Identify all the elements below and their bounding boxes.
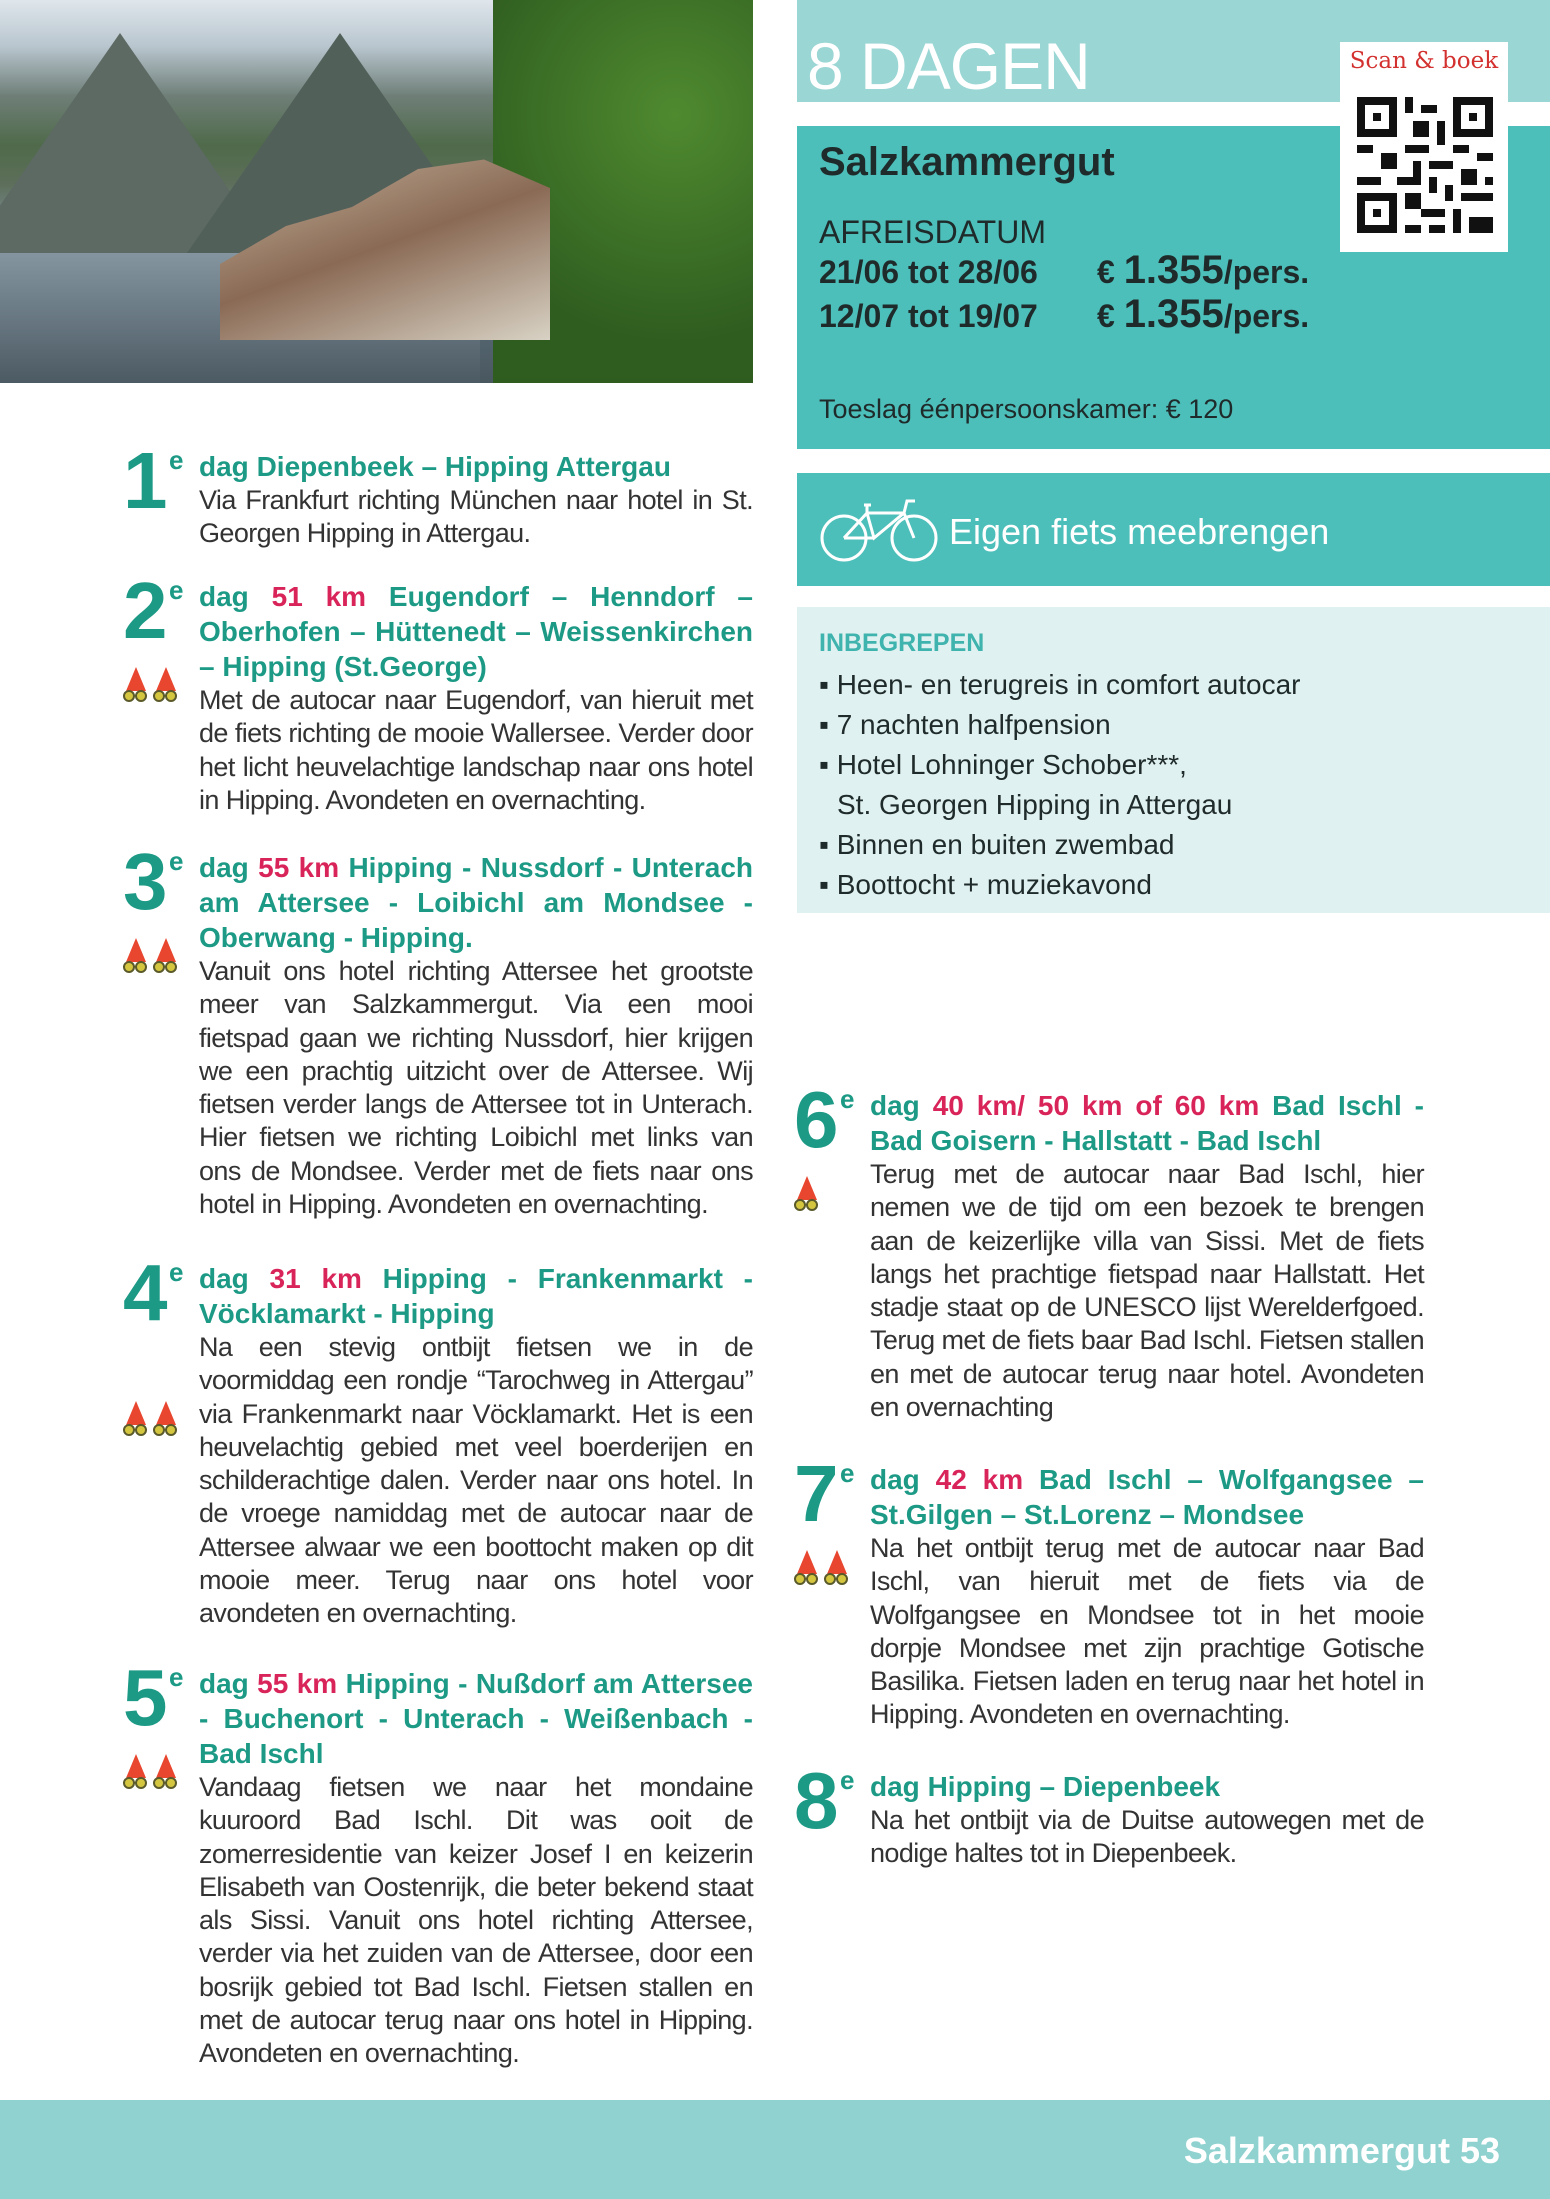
price-value: 1.355 <box>1123 248 1224 292</box>
currency: € <box>1097 298 1124 334</box>
own-bike-banner <box>797 473 1550 586</box>
day-heading <box>199 579 753 684</box>
bicycle-icon <box>819 493 939 565</box>
page-number: 53 <box>1459 2130 1500 2171</box>
qr-code-box[interactable] <box>1340 42 1508 252</box>
day-description: Vandaag fietsen we naar het mondaine kuuroord Bad Ischl. Dit was ooit de zomerresidentie van keizer Josef I en keizerin Elisabeth van Oostenrijk, die beter bekend staat als Sissi. Vanuit ons hotel richting Attersee, verder via het zuiden van de Attersee, door een bosrijk gebied tot Bad Ischl. Fietsen stallen en met de autocar terug naar ons hotel in Hipping. Avondeten en overnachting. <box>199 1772 753 2069</box>
footer-region: Salzkammergut <box>1183 2130 1450 2171</box>
day-description: Na het ontbijt terug met de autocar naar Bad Ischl, van hieruit met de fiets via de Wolfgangsee en Mondsee tot in het mooie dorpje Mondsee met zijn prachtige Gotische Basilika. Fietsen laden en terug naar het hotel in Hipping. Avondeten en overnachting. <box>870 1533 1424 1730</box>
day-description: Met de autocar naar Eugendorf, van hieruit met de fiets richting de mooie Wallersee. Verder door het licht heuvelachtige landschap naar ons hotel in Hipping. Avondeten en overnachting. <box>199 685 753 815</box>
footer-text <box>1184 2130 1500 2172</box>
route: Hipping - Nußdorf am Attersee - Buchenort - Unterach - Weißenbach - Bad Ischl <box>199 1668 753 1769</box>
day-8-itinerary <box>794 1756 1424 1871</box>
day-description: Na een stevig ontbijt fietsen we in de voormiddag een rondje “Tarochweg in Attergau” via Frankenmarkt naar Vöcklamarkt. Het is een heuvelachtig gebied met veel boerderijen en schilderachtige dalen. Verder naar ons hotel. In de vroege namiddag met de autocar naar de Attersee alwaar we een boottocht maken op dit mooie meer. Terug naar ons hotel voor avondeten en overnachting. <box>199 1332 753 1629</box>
page-footer <box>0 2100 1550 2199</box>
bike-difficulty-icon <box>153 938 177 976</box>
day-description: Na het ontbijt via de Duitse autowegen met de nodige haltes tot in Diepenbeek. <box>870 1805 1424 1869</box>
day-prefix: dag <box>199 1668 258 1699</box>
day-number: 1 <box>123 436 165 525</box>
route: Diepenbeek – Hipping Attergau <box>256 451 671 482</box>
day-1-itinerary <box>123 436 753 551</box>
day-number: 7 <box>794 1449 836 1538</box>
bike-difficulty-icon <box>123 1401 147 1439</box>
route: Hipping – Diepenbeek <box>927 1771 1221 1802</box>
trip-title: Salzkammergut <box>819 140 1115 184</box>
difficulty-icons <box>123 1401 177 1439</box>
bike-difficulty-icon <box>123 938 147 976</box>
distance: 55 km <box>257 1668 338 1699</box>
list-item: ▪ Heen- en terugreis in comfort autocar <box>819 669 1301 700</box>
distance: 40 km/ 50 km of 60 km <box>932 1090 1260 1121</box>
ordinal-suffix: e <box>840 1084 855 1114</box>
day-number: 5 <box>123 1653 165 1742</box>
day-heading <box>870 1462 1424 1532</box>
day-heading <box>870 1088 1424 1158</box>
bike-difficulty-icon <box>794 1550 818 1588</box>
day-heading <box>199 1261 753 1331</box>
day-prefix: dag <box>199 451 257 482</box>
route: Bad Ischl - Bad Goisern - Hallstatt - Bad Ischl <box>870 1090 1424 1156</box>
day-heading <box>199 850 753 955</box>
ordinal-suffix: e <box>169 575 184 605</box>
day-prefix: dag <box>870 1464 936 1495</box>
hallstatt-photo <box>0 0 753 383</box>
list-item: ▪ Boottocht + muziekavond <box>819 869 1152 900</box>
day-number: 2 <box>123 566 165 655</box>
ordinal-suffix: e <box>169 1662 184 1692</box>
bike-difficulty-icon <box>123 667 147 705</box>
date-range: 21/06 tot 28/06 <box>819 254 1038 290</box>
scan-label: Scan & boek <box>1349 48 1499 74</box>
day-7-itinerary <box>794 1449 1424 1732</box>
day-prefix: dag <box>199 581 272 612</box>
included-list <box>819 665 1300 905</box>
day-3-itinerary <box>123 837 753 1221</box>
day-number: 3 <box>123 837 165 926</box>
list-item: ▪ Hotel Lohninger Schober***, <box>819 749 1187 780</box>
duration-label: 8 DAGEN <box>807 29 1090 103</box>
day-heading <box>199 449 753 484</box>
day-2-itinerary <box>123 566 753 817</box>
bike-difficulty-icon <box>794 1176 818 1214</box>
day-prefix: dag <box>199 852 259 883</box>
price-unit: /pers. <box>1223 298 1310 334</box>
price-unit: /pers. <box>1223 254 1310 290</box>
day-prefix: dag <box>870 1090 933 1121</box>
price <box>1097 292 1309 337</box>
day-4-itinerary <box>123 1248 753 1631</box>
difficulty-icons <box>123 938 177 976</box>
day-number: 8 <box>794 1756 836 1845</box>
difficulty-icons <box>123 667 177 705</box>
day-prefix: dag <box>199 1263 270 1294</box>
distance: 42 km <box>935 1464 1024 1495</box>
ordinal-suffix: e <box>840 1458 855 1488</box>
price-value: 1.355 <box>1123 292 1224 336</box>
day-number: 4 <box>123 1248 165 1337</box>
bike-difficulty-icon <box>153 1754 177 1792</box>
ordinal-suffix: e <box>169 1257 184 1287</box>
day-number: 6 <box>794 1075 836 1164</box>
date-range: 12/07 tot 19/07 <box>819 298 1038 334</box>
day-description: Vanuit ons hotel richting Attersee het grootste meer van Salzkammergut. Via een mooi fietspad gaan we richting Nussdorf, hier krijgen we een prachtig uitzicht over de Attersee. Wij fietsen verder langs de Attersee tot in Unterach. Hier fietsen we richting Loibichl met links van ons de Mondsee. Verder met de fiets naar ons hotel in Hipping. Avondeten en overnachting. <box>199 956 753 1220</box>
difficulty-icons <box>123 1754 177 1792</box>
day-heading <box>199 1666 753 1771</box>
bike-difficulty-icon <box>123 1754 147 1792</box>
ordinal-suffix: e <box>169 445 184 475</box>
route: Hipping - Nussdorf - Unterach am Attersee - Loibichl am Mondsee - Oberwang - Hipping. <box>199 852 753 953</box>
distance: 51 km <box>271 581 367 612</box>
bike-difficulty-icon <box>153 667 177 705</box>
list-item: St. Georgen Hipping in Attergau <box>837 789 1233 820</box>
list-item: ▪ Binnen en buiten zwembad <box>819 829 1175 860</box>
distance: 31 km <box>269 1263 362 1294</box>
bike-difficulty-icon <box>824 1550 848 1588</box>
ordinal-suffix: e <box>169 846 184 876</box>
price <box>1097 248 1309 293</box>
route: Bad Ischl – Wolfgangsee – St.Gilgen – St.Lorenz – Mondsee <box>870 1464 1424 1530</box>
day-heading <box>870 1769 1424 1804</box>
difficulty-icons <box>794 1176 818 1214</box>
included-box <box>797 607 1550 913</box>
day-5-itinerary <box>123 1653 753 2071</box>
day-prefix: dag <box>870 1771 928 1802</box>
own-bike-label: Eigen fiets meebrengen <box>949 511 1330 552</box>
list-item: ▪ 7 nachten halfpension <box>819 709 1111 740</box>
day-description: Via Frankfurt richting München naar hotel in St. Georgen Hipping in Attergau. <box>199 485 753 549</box>
difficulty-icons <box>794 1550 848 1588</box>
distance: 55 km <box>258 852 340 883</box>
day-6-itinerary <box>794 1075 1424 1424</box>
bike-difficulty-icon <box>153 1401 177 1439</box>
day-description: Terug met de autocar naar Bad Ischl, hier nemen we de tijd om een bezoek te brengen aan de keizerlijke villa van Sissi. Met de fiets langs het prachtige fietspad naar Hallstatt. Het stadje staat op de UNESCO lijst Werelderfgoed. Terug met de fiets baar Bad Ischl. Fietsen stallen en met de autocar terug naar hotel. Avondeten en overnachting <box>870 1159 1424 1423</box>
qr-code-icon <box>1357 97 1493 233</box>
departure-label: AFREISDATUM <box>819 214 1046 250</box>
route: Hipping - Frankenmarkt - Vöcklamarkt - Hipping <box>199 1263 753 1329</box>
included-heading: INBEGREPEN <box>819 629 985 657</box>
single-room-supplement: Toeslag éénpersoonskamer: € 120 <box>819 394 1234 424</box>
route: Eugendorf – Henndorf – Oberhofen – Hüttenedt – Weissenkirchen – Hipping (St.George) <box>199 581 753 682</box>
ordinal-suffix: e <box>840 1765 855 1795</box>
currency: € <box>1097 254 1124 290</box>
